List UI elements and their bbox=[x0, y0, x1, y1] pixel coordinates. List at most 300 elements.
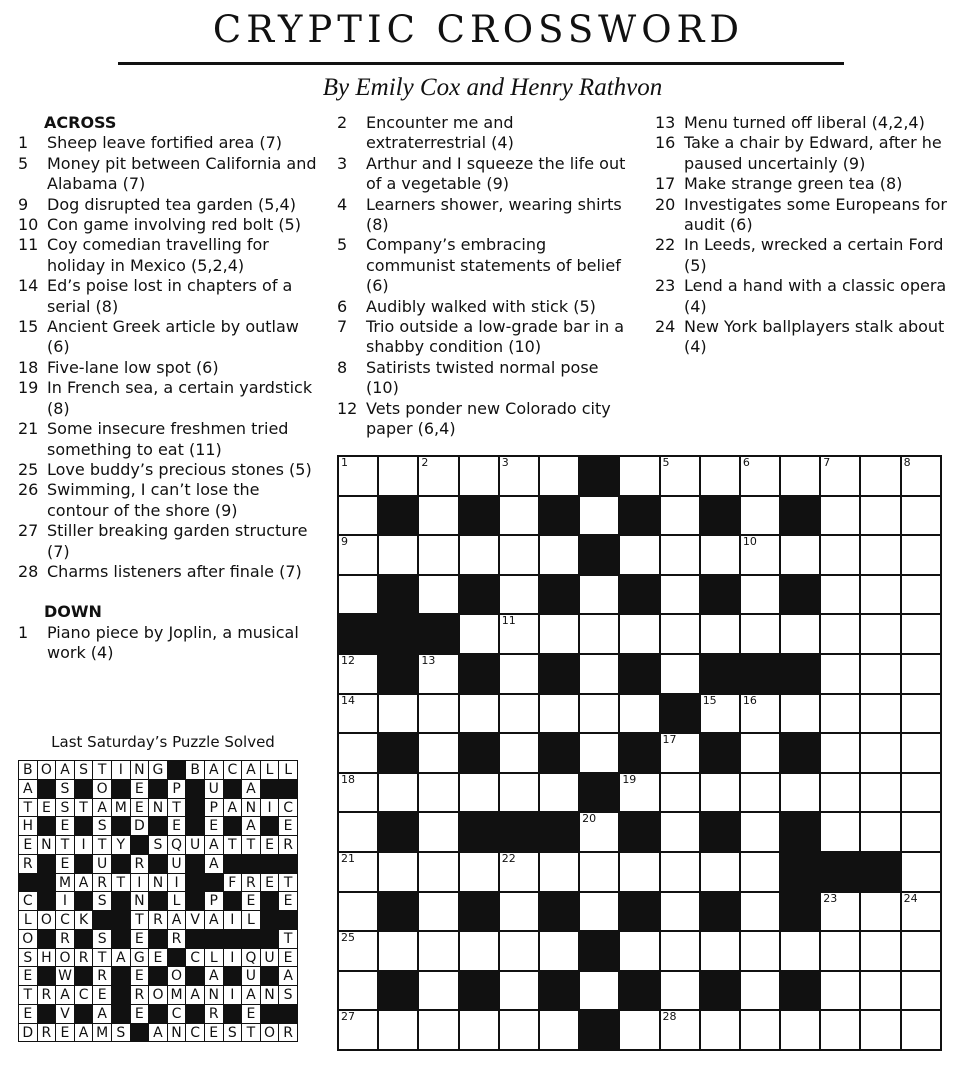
solved-black-cell bbox=[19, 874, 38, 893]
grid-cell[interactable] bbox=[661, 1011, 701, 1051]
solved-letter-cell: O bbox=[261, 1024, 280, 1043]
solved-letter-cell: I bbox=[261, 799, 280, 818]
grid-cell[interactable] bbox=[701, 695, 741, 735]
grid-cell[interactable] bbox=[419, 1011, 459, 1051]
grid-cell[interactable] bbox=[500, 734, 540, 774]
grid-cell[interactable] bbox=[861, 1011, 901, 1051]
clue-text: Ed’s poise lost in chapters of a serial (8) bbox=[47, 276, 293, 316]
grid-cell[interactable] bbox=[540, 774, 580, 814]
grid-cell[interactable] bbox=[861, 734, 901, 774]
grid-cell[interactable] bbox=[701, 853, 741, 893]
grid-cell[interactable] bbox=[419, 774, 459, 814]
grid-cell[interactable] bbox=[339, 972, 379, 1012]
grid-cell[interactable] bbox=[661, 972, 701, 1012]
grid-cell[interactable] bbox=[500, 853, 540, 893]
solved-letter-cell: E bbox=[131, 1005, 150, 1024]
grid-cell[interactable] bbox=[339, 813, 379, 853]
grid-cell[interactable] bbox=[500, 497, 540, 537]
grid-row bbox=[339, 932, 942, 972]
grid-black-cell bbox=[379, 893, 419, 933]
clue-number: 1 bbox=[18, 133, 29, 153]
grid-black-cell bbox=[379, 972, 419, 1012]
solved-letter-cell: R bbox=[131, 986, 150, 1005]
grid-cell[interactable] bbox=[620, 853, 660, 893]
clue-text: Encounter me and extraterrestrial (4) bbox=[366, 113, 514, 153]
grid-cell[interactable] bbox=[460, 457, 500, 497]
grid-cell[interactable] bbox=[661, 457, 701, 497]
solved-letter-cell: E bbox=[205, 1024, 224, 1043]
solved-letter-cell: T bbox=[19, 799, 38, 818]
grid-cell[interactable] bbox=[419, 734, 459, 774]
grid-cell[interactable] bbox=[339, 853, 379, 893]
grid-cell[interactable] bbox=[500, 1011, 540, 1051]
solved-letter-cell: C bbox=[186, 949, 205, 968]
grid-cell[interactable] bbox=[540, 1011, 580, 1051]
grid-cell[interactable] bbox=[902, 1011, 942, 1051]
solved-row bbox=[19, 855, 298, 874]
clue-number: 27 bbox=[18, 521, 39, 541]
grid-cell[interactable] bbox=[620, 536, 660, 576]
grid-cell[interactable] bbox=[460, 774, 500, 814]
grid-cell[interactable] bbox=[861, 813, 901, 853]
solved-letter-cell: E bbox=[56, 817, 75, 836]
grid-cell[interactable] bbox=[379, 1011, 419, 1051]
grid-cell[interactable] bbox=[741, 457, 781, 497]
grid-cell[interactable] bbox=[821, 457, 861, 497]
grid-cell[interactable] bbox=[902, 655, 942, 695]
grid-cell[interactable] bbox=[861, 497, 901, 537]
grid-cell[interactable] bbox=[861, 655, 901, 695]
grid-cell[interactable] bbox=[821, 655, 861, 695]
grid-cell[interactable] bbox=[821, 972, 861, 1012]
grid-cell[interactable] bbox=[460, 932, 500, 972]
grid-cell[interactable] bbox=[580, 695, 620, 735]
grid-cell[interactable] bbox=[902, 972, 942, 1012]
solved-black-cell bbox=[75, 892, 94, 911]
grid-cell[interactable] bbox=[661, 813, 701, 853]
solved-black-cell bbox=[279, 855, 298, 874]
clue-number: 26 bbox=[18, 480, 39, 500]
solved-letter-cell: A bbox=[205, 855, 224, 874]
solved-black-cell bbox=[186, 855, 205, 874]
clue-number: 10 bbox=[18, 215, 39, 235]
grid-cell[interactable] bbox=[661, 576, 701, 616]
grid-cell[interactable] bbox=[580, 853, 620, 893]
grid-row bbox=[339, 813, 942, 853]
clue-down-17 bbox=[655, 174, 951, 194]
solved-letter-cell: A bbox=[168, 911, 187, 930]
grid-cell[interactable] bbox=[701, 615, 741, 655]
grid-cell[interactable] bbox=[540, 615, 580, 655]
down-clue-list-part-3 bbox=[655, 113, 951, 358]
grid-cell[interactable] bbox=[540, 853, 580, 893]
solved-letter-cell: T bbox=[93, 836, 112, 855]
grid-cell[interactable] bbox=[821, 932, 861, 972]
grid-cell[interactable] bbox=[741, 536, 781, 576]
clue-across-10 bbox=[18, 215, 320, 235]
solved-row bbox=[19, 780, 298, 799]
grid-cell[interactable] bbox=[821, 576, 861, 616]
solved-letter-cell: S bbox=[56, 799, 75, 818]
grid-cell[interactable] bbox=[781, 536, 821, 576]
solved-black-cell bbox=[261, 1005, 280, 1024]
grid-cell[interactable] bbox=[339, 695, 379, 735]
grid-cell[interactable] bbox=[620, 695, 660, 735]
grid-cell[interactable] bbox=[419, 972, 459, 1012]
solved-letter-cell: R bbox=[205, 1005, 224, 1024]
grid-cell[interactable] bbox=[701, 457, 741, 497]
grid-cell[interactable] bbox=[701, 932, 741, 972]
solved-letter-cell: R bbox=[93, 874, 112, 893]
grid-cell[interactable] bbox=[781, 457, 821, 497]
grid-cell[interactable] bbox=[861, 576, 901, 616]
grid-cell[interactable] bbox=[419, 893, 459, 933]
grid-cell[interactable] bbox=[460, 853, 500, 893]
grid-cell[interactable] bbox=[620, 1011, 660, 1051]
solved-black-cell bbox=[75, 780, 94, 799]
clue-number: 5 bbox=[337, 235, 348, 255]
grid-cell[interactable] bbox=[741, 734, 781, 774]
solved-black-cell bbox=[224, 1005, 243, 1024]
grid-black-cell bbox=[580, 932, 620, 972]
grid-cell[interactable] bbox=[540, 695, 580, 735]
solved-letter-cell: H bbox=[19, 817, 38, 836]
grid-cell[interactable] bbox=[902, 774, 942, 814]
solved-letter-cell: N bbox=[261, 986, 280, 1005]
grid-cell[interactable] bbox=[379, 853, 419, 893]
grid-cell[interactable] bbox=[379, 536, 419, 576]
grid-cell[interactable] bbox=[419, 536, 459, 576]
grid-cell[interactable] bbox=[902, 734, 942, 774]
solved-letter-cell: R bbox=[131, 855, 150, 874]
grid-cell[interactable] bbox=[701, 536, 741, 576]
solved-letter-cell: O bbox=[168, 967, 187, 986]
grid-cell[interactable] bbox=[500, 695, 540, 735]
grid-cell[interactable] bbox=[821, 615, 861, 655]
grid-cell[interactable] bbox=[661, 932, 701, 972]
grid-cell[interactable] bbox=[661, 893, 701, 933]
grid-cell[interactable] bbox=[701, 774, 741, 814]
clue-text: Take a chair by Edward, after he paused uncertainly (9) bbox=[684, 133, 942, 173]
grid-cell[interactable] bbox=[500, 774, 540, 814]
solved-black-cell bbox=[186, 1005, 205, 1024]
solved-black-cell bbox=[112, 892, 131, 911]
grid-cell[interactable] bbox=[419, 695, 459, 735]
grid-cell[interactable] bbox=[379, 457, 419, 497]
solved-black-cell bbox=[131, 1024, 150, 1043]
grid-cell[interactable] bbox=[500, 457, 540, 497]
grid-row bbox=[339, 774, 942, 814]
clue-text: Trio outside a low-grade bar in a shabby condition (10) bbox=[366, 317, 625, 357]
grid-black-cell bbox=[781, 655, 821, 695]
clue-text: Learners shower, wearing shirts (8) bbox=[366, 194, 622, 235]
grid-cell[interactable] bbox=[661, 615, 701, 655]
grid-cell[interactable] bbox=[339, 576, 379, 616]
solved-letter-cell: I bbox=[168, 874, 187, 893]
solved-letter-cell: E bbox=[205, 817, 224, 836]
grid-cell[interactable] bbox=[500, 932, 540, 972]
solved-letter-cell: U bbox=[168, 855, 187, 874]
solved-letter-cell: A bbox=[75, 874, 94, 893]
solved-black-cell bbox=[224, 817, 243, 836]
grid-cell-number: 10 bbox=[742, 535, 757, 549]
grid-cell[interactable] bbox=[419, 457, 459, 497]
solved-letter-cell: I bbox=[224, 949, 243, 968]
solved-black-cell bbox=[261, 780, 280, 799]
solved-black-cell bbox=[242, 855, 261, 874]
clue-text: Make strange green tea (8) bbox=[684, 174, 903, 194]
solved-letter-cell: T bbox=[112, 874, 131, 893]
across-heading: ACROSS bbox=[44, 113, 117, 132]
grid-cell[interactable] bbox=[540, 457, 580, 497]
solved-letter-cell: U bbox=[205, 780, 224, 799]
solved-black-cell bbox=[186, 967, 205, 986]
page-title: CRYPTIC CROSSWORD bbox=[212, 8, 745, 51]
grid-cell[interactable] bbox=[821, 497, 861, 537]
solved-letter-cell: S bbox=[56, 780, 75, 799]
grid-cell[interactable] bbox=[339, 457, 379, 497]
grid-cell[interactable] bbox=[861, 695, 901, 735]
grid-cell[interactable] bbox=[379, 695, 419, 735]
clue-text: Piano piece by Joplin, a musical work (4) bbox=[47, 622, 299, 663]
solved-letter-cell: O bbox=[19, 930, 38, 949]
grid-cell[interactable] bbox=[902, 457, 942, 497]
grid-cell[interactable] bbox=[460, 1011, 500, 1051]
grid-cell-number: 19 bbox=[622, 772, 637, 786]
grid-cell[interactable] bbox=[540, 932, 580, 972]
grid-cell[interactable] bbox=[460, 615, 500, 655]
grid-cell[interactable] bbox=[419, 497, 459, 537]
grid-cell[interactable] bbox=[620, 457, 660, 497]
solved-letter-cell: E bbox=[19, 1005, 38, 1024]
solved-letter-cell: W bbox=[56, 967, 75, 986]
grid-cell[interactable] bbox=[902, 576, 942, 616]
grid-black-cell bbox=[580, 1011, 620, 1051]
grid-cell[interactable] bbox=[741, 497, 781, 537]
grid-cell[interactable] bbox=[861, 893, 901, 933]
grid-cell[interactable] bbox=[580, 972, 620, 1012]
grid-cell[interactable] bbox=[661, 655, 701, 695]
grid-cell[interactable] bbox=[821, 695, 861, 735]
solved-black-cell bbox=[38, 892, 57, 911]
grid-cell[interactable] bbox=[339, 655, 379, 695]
solved-black-cell bbox=[149, 930, 168, 949]
grid-cell[interactable] bbox=[741, 695, 781, 735]
grid-cell[interactable] bbox=[821, 1011, 861, 1051]
grid-cell[interactable] bbox=[861, 972, 901, 1012]
grid-cell[interactable] bbox=[339, 893, 379, 933]
grid-cell[interactable] bbox=[741, 972, 781, 1012]
solved-black-cell bbox=[38, 1005, 57, 1024]
grid-cell[interactable] bbox=[620, 932, 660, 972]
grid-black-cell bbox=[460, 734, 500, 774]
grid-cell[interactable] bbox=[580, 734, 620, 774]
solved-letter-cell: I bbox=[224, 911, 243, 930]
grid-cell[interactable] bbox=[661, 774, 701, 814]
clue-across-18 bbox=[18, 358, 320, 378]
grid-row bbox=[339, 655, 942, 695]
clue-number: 6 bbox=[337, 296, 348, 316]
grid-cell[interactable] bbox=[580, 813, 620, 853]
solved-letter-cell: T bbox=[19, 986, 38, 1005]
grid-cell[interactable] bbox=[580, 893, 620, 933]
grid-cell[interactable] bbox=[339, 932, 379, 972]
clue-text: Arthur and I squeeze the life out of a vegetable (9) bbox=[366, 153, 626, 194]
grid-cell[interactable] bbox=[821, 893, 861, 933]
grid-cell[interactable] bbox=[861, 457, 901, 497]
grid-cell[interactable] bbox=[741, 813, 781, 853]
grid-cell[interactable] bbox=[741, 893, 781, 933]
grid-cell[interactable] bbox=[861, 536, 901, 576]
grid-cell[interactable] bbox=[500, 893, 540, 933]
clue-text: Vets ponder new Colorado city paper (6,4) bbox=[366, 398, 611, 439]
grid-black-cell bbox=[540, 813, 580, 853]
solved-black-cell bbox=[205, 930, 224, 949]
solved-letter-cell: S bbox=[149, 836, 168, 855]
grid-black-cell bbox=[701, 972, 741, 1012]
clue-number: 21 bbox=[18, 419, 39, 439]
grid-cell[interactable] bbox=[821, 734, 861, 774]
grid-cell-number: 25 bbox=[341, 931, 355, 945]
grid-cell[interactable] bbox=[902, 932, 942, 972]
grid-cell-number: 1 bbox=[341, 456, 348, 469]
grid-cell[interactable] bbox=[460, 536, 500, 576]
solved-letter-cell: N bbox=[242, 799, 261, 818]
grid-cell[interactable] bbox=[580, 576, 620, 616]
grid-cell[interactable] bbox=[500, 615, 540, 655]
solved-black-cell bbox=[186, 799, 205, 818]
grid-cell[interactable] bbox=[339, 774, 379, 814]
grid-cell[interactable] bbox=[741, 576, 781, 616]
grid-cell[interactable] bbox=[339, 734, 379, 774]
grid-cell[interactable] bbox=[500, 972, 540, 1012]
grid-cell[interactable] bbox=[580, 655, 620, 695]
grid-row bbox=[339, 695, 942, 735]
grid-cell[interactable] bbox=[419, 576, 459, 616]
grid-black-cell bbox=[620, 497, 660, 537]
grid-cell[interactable] bbox=[620, 615, 660, 655]
grid-cell[interactable] bbox=[540, 536, 580, 576]
grid-cell[interactable] bbox=[339, 497, 379, 537]
grid-cell[interactable] bbox=[781, 1011, 821, 1051]
grid-cell[interactable] bbox=[500, 576, 540, 616]
solved-letter-cell: E bbox=[19, 836, 38, 855]
grid-cell[interactable] bbox=[781, 932, 821, 972]
clue-number: 18 bbox=[18, 357, 39, 377]
solved-black-cell bbox=[112, 967, 131, 986]
grid-black-cell bbox=[379, 497, 419, 537]
grid-cell[interactable] bbox=[701, 1011, 741, 1051]
solved-letter-cell: E bbox=[38, 799, 57, 818]
clue-number: 24 bbox=[655, 317, 676, 337]
grid-cell[interactable] bbox=[339, 1011, 379, 1051]
grid-cell[interactable] bbox=[500, 536, 540, 576]
grid-cell[interactable] bbox=[821, 536, 861, 576]
grid-cell[interactable] bbox=[419, 655, 459, 695]
grid-cell[interactable] bbox=[500, 655, 540, 695]
grid-cell[interactable] bbox=[741, 932, 781, 972]
grid-cell[interactable] bbox=[661, 853, 701, 893]
crossword-grid bbox=[337, 455, 942, 1051]
grid-black-cell bbox=[540, 972, 580, 1012]
grid-cell[interactable] bbox=[821, 813, 861, 853]
solved-row bbox=[19, 986, 298, 1005]
solved-letter-cell: C bbox=[56, 911, 75, 930]
grid-cell-number: 3 bbox=[501, 456, 509, 469]
grid-cell[interactable] bbox=[902, 853, 942, 893]
grid-black-cell bbox=[781, 893, 821, 933]
grid-cell[interactable] bbox=[902, 497, 942, 537]
grid-cell[interactable] bbox=[741, 1011, 781, 1051]
grid-cell[interactable] bbox=[741, 615, 781, 655]
grid-cell-number: 27 bbox=[341, 1010, 355, 1024]
grid-cell[interactable] bbox=[741, 774, 781, 814]
solved-black-cell bbox=[261, 930, 280, 949]
grid-cell[interactable] bbox=[620, 774, 660, 814]
grid-cell[interactable] bbox=[781, 695, 821, 735]
grid-cell-number: 7 bbox=[823, 456, 831, 469]
clue-number: 16 bbox=[655, 133, 676, 153]
solved-letter-cell: E bbox=[131, 799, 150, 818]
clue-text: Love buddy’s precious stones (5) bbox=[47, 459, 312, 479]
grid-cell[interactable] bbox=[861, 774, 901, 814]
grid-black-cell bbox=[701, 576, 741, 616]
grid-cell[interactable] bbox=[419, 932, 459, 972]
solved-letter-cell: E bbox=[261, 874, 280, 893]
grid-cell[interactable] bbox=[902, 813, 942, 853]
grid-cell[interactable] bbox=[861, 932, 901, 972]
grid-cell[interactable] bbox=[419, 853, 459, 893]
clue-down-2 bbox=[337, 113, 633, 154]
grid-cell[interactable] bbox=[460, 695, 500, 735]
solved-row bbox=[19, 911, 298, 930]
grid-cell[interactable] bbox=[781, 774, 821, 814]
solved-row bbox=[19, 761, 298, 780]
grid-cell[interactable] bbox=[861, 615, 901, 655]
grid-cell[interactable] bbox=[902, 536, 942, 576]
clue-number: 1 bbox=[18, 622, 29, 642]
grid-cell[interactable] bbox=[661, 536, 701, 576]
solved-letter-cell: G bbox=[131, 949, 150, 968]
clue-text: In French sea, a certain yardstick (8) bbox=[47, 378, 313, 418]
solved-letter-cell: S bbox=[93, 817, 112, 836]
grid-cell[interactable] bbox=[902, 615, 942, 655]
grid-cell[interactable] bbox=[741, 853, 781, 893]
clue-across-15 bbox=[18, 317, 320, 358]
solved-black-cell bbox=[224, 967, 243, 986]
grid-cell[interactable] bbox=[379, 774, 419, 814]
grid-cell[interactable] bbox=[379, 932, 419, 972]
grid-cell[interactable] bbox=[339, 536, 379, 576]
solved-black-cell bbox=[131, 836, 150, 855]
solved-black-cell bbox=[261, 817, 280, 836]
solved-letter-cell: R bbox=[279, 1024, 298, 1043]
solved-black-cell bbox=[93, 911, 112, 930]
clue-number: 23 bbox=[655, 276, 676, 296]
grid-cell[interactable] bbox=[902, 695, 942, 735]
grid-cell[interactable] bbox=[580, 497, 620, 537]
grid-cell[interactable] bbox=[781, 615, 821, 655]
grid-cell[interactable] bbox=[821, 774, 861, 814]
solved-black-cell bbox=[186, 874, 205, 893]
grid-cell[interactable] bbox=[902, 893, 942, 933]
grid-cell[interactable] bbox=[661, 497, 701, 537]
grid-cell[interactable] bbox=[661, 734, 701, 774]
solved-letter-cell: R bbox=[75, 949, 94, 968]
grid-cell[interactable] bbox=[419, 813, 459, 853]
grid-black-cell bbox=[460, 813, 500, 853]
grid-cell[interactable] bbox=[580, 615, 620, 655]
